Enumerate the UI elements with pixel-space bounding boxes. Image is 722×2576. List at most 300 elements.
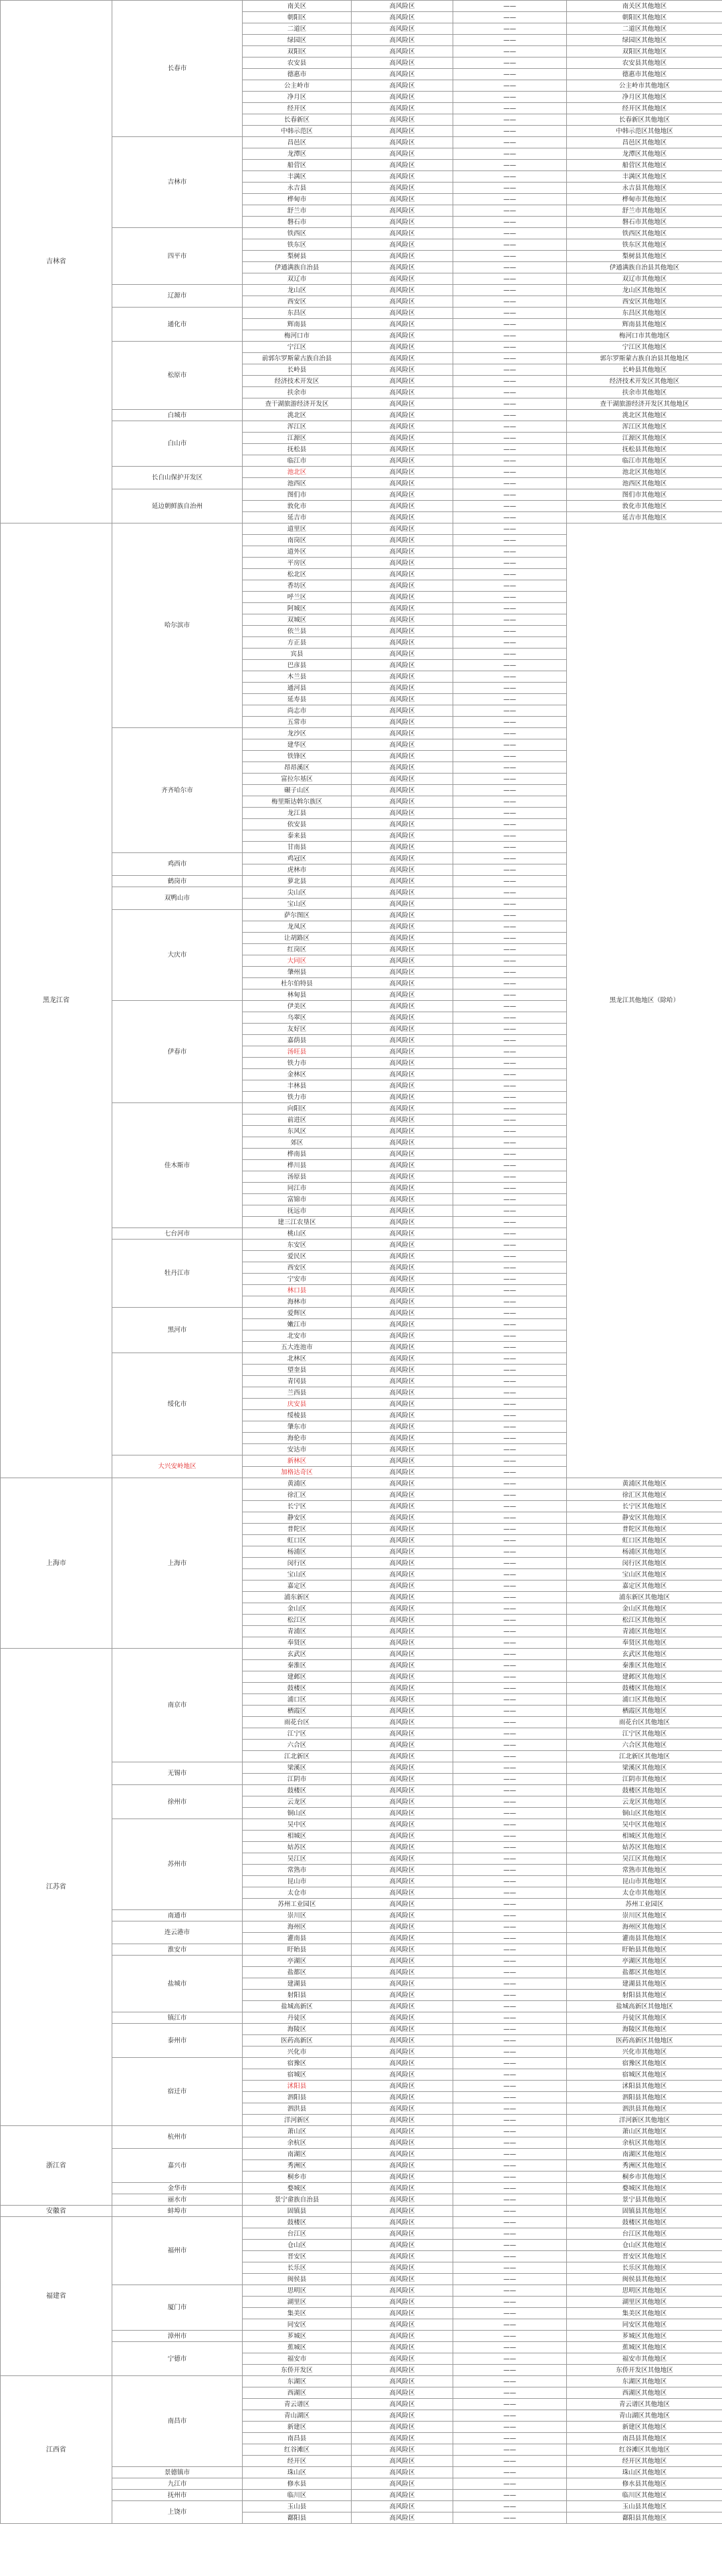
district-cell: 余杭区 [243,2137,352,2149]
risk-level-cell: 高风险区 [352,1967,453,1978]
risk-level-cell: 高风险区 [352,2137,453,2149]
medium-risk-cell: —— [453,1115,567,1126]
medium-risk-cell: —— [453,2012,567,2024]
risk-level-cell: 高风险区 [352,1115,453,1126]
low-risk-area-cell: 铁东区其他地区 [567,239,722,251]
medium-risk-cell: —— [453,1796,567,1808]
district-cell: 庆安县 [243,1399,352,1410]
medium-risk-cell: —— [453,830,567,842]
district-cell: 东湖区 [243,2376,352,2387]
medium-risk-cell: —— [453,1046,567,1058]
low-risk-area-cell: 景宁县其他地区 [567,2194,722,2206]
medium-risk-cell: —— [453,1012,567,1024]
risk-level-cell: 高风险区 [352,2512,453,2524]
district-cell: 建邺区 [243,1671,352,1683]
medium-risk-cell: —— [453,955,567,967]
district-cell: 青冈县 [243,1376,352,1387]
medium-risk-cell: —— [453,1058,567,1069]
risk-level-cell: 高风险区 [352,2308,453,2319]
risk-level-cell: 高风险区 [352,739,453,751]
medium-risk-cell: —— [453,364,567,376]
district-cell: 泗阳县 [243,2092,352,2103]
city-cell: 徐州市 [112,1785,243,1819]
district-cell: 双辽市 [243,273,352,285]
medium-risk-cell: —— [453,1444,567,1455]
medium-risk-cell: —— [453,387,567,398]
city-cell: 辽源市 [112,285,243,308]
medium-risk-cell: —— [453,1660,567,1671]
risk-level-cell: 高风险区 [352,1899,453,1910]
district-cell: 同安区 [243,2319,352,2331]
district-cell: 黄浦区 [243,1478,352,1490]
risk-level-cell: 高风险区 [352,103,453,114]
medium-risk-cell: —— [453,558,567,569]
medium-risk-cell: —— [453,2512,567,2524]
risk-level-cell: 高风险区 [352,2103,453,2115]
district-cell: 林口县 [243,1285,352,1296]
district-cell: 五常市 [243,717,352,728]
medium-risk-cell: —— [453,12,567,23]
low-risk-area-cell: 经济技术开发区其他地区 [567,376,722,387]
risk-level-cell: 高风险区 [352,2069,453,2081]
low-risk-area-cell: 南关区其他地区 [567,1,722,12]
medium-risk-cell: —— [453,2467,567,2478]
medium-risk-cell: —— [453,137,567,148]
medium-risk-cell: —— [453,1001,567,1012]
risk-level-cell: 高风险区 [352,1808,453,1819]
district-cell: 杜尔伯特县 [243,978,352,989]
medium-risk-cell: —— [453,194,567,205]
city-cell: 九江市 [112,2478,243,2490]
district-cell: 鼓楼区 [243,2217,352,2228]
district-cell: 通河县 [243,683,352,694]
district-cell: 爱民区 [243,1251,352,1262]
medium-risk-cell: —— [453,1615,567,1626]
district-cell: 桐乡市 [243,2172,352,2183]
low-risk-area-cell: 建湖县其他地区 [567,1978,722,1990]
risk-level-cell: 高风险区 [352,1649,453,1660]
medium-risk-cell: —— [453,1717,567,1728]
risk-level-cell: 高风险区 [352,2297,453,2308]
district-cell: 二道区 [243,23,352,35]
risk-level-cell: 高风险区 [352,1285,453,1296]
low-risk-area-cell: 江阴市其他地区 [567,1774,722,1785]
low-risk-area-cell: 龙山区其他地区 [567,285,722,296]
risk-level-cell: 高风险区 [352,444,453,455]
district-cell: 铁力市 [243,1092,352,1103]
risk-level-cell: 高风险区 [352,12,453,23]
low-risk-area-cell: 宁江区其他地区 [567,342,722,353]
risk-level-cell: 高风险区 [352,558,453,569]
risk-level-cell: 高风险区 [352,808,453,819]
medium-risk-cell: —— [453,1,567,12]
table-row [1,2217,722,2228]
risk-level-cell: 高风险区 [352,1592,453,1603]
district-cell: 松北区 [243,569,352,580]
low-risk-area-cell: 查干湖旅游经济开发区其他地区 [567,398,722,410]
risk-level-cell: 高风险区 [352,1274,453,1285]
low-risk-area-cell: 江北新区其他地区 [567,1751,722,1762]
low-risk-area-cell: 德惠市其他地区 [567,69,722,80]
district-cell: 安达市 [243,1444,352,1455]
medium-risk-cell: —— [453,2103,567,2115]
risk-level-cell: 高风险区 [352,467,453,478]
district-cell: 盱眙县 [243,1944,352,1956]
city-cell: 伊春市 [112,1001,243,1103]
district-cell: 尖山区 [243,887,352,899]
district-cell: 丰林县 [243,1080,352,1092]
risk-level-cell: 高风险区 [352,887,453,899]
risk-level-cell: 高风险区 [352,1399,453,1410]
medium-risk-cell: —— [453,319,567,330]
low-risk-area-cell: 芗城区其他地区 [567,2331,722,2342]
risk-level-cell: 高风险区 [352,2422,453,2433]
risk-level-cell: 高风险区 [352,2228,453,2240]
medium-risk-cell: —— [453,1694,567,1706]
low-risk-area-cell: 泗阳县其他地区 [567,2092,722,2103]
medium-risk-cell: —— [453,751,567,762]
risk-level-cell: 高风险区 [352,523,453,535]
district-cell: 长岭县 [243,364,352,376]
medium-risk-cell: —— [453,1967,567,1978]
medium-risk-cell: —— [453,921,567,933]
risk-level-cell: 高风险区 [352,2012,453,2024]
risk-level-cell: 高风险区 [352,1546,453,1558]
low-risk-area-cell: 长岭县其他地区 [567,364,722,376]
district-cell: 净月区 [243,92,352,103]
medium-risk-cell: —— [453,1785,567,1796]
medium-risk-cell: —— [453,2501,567,2512]
risk-level-cell: 高风险区 [352,489,453,501]
risk-level-cell: 高风险区 [352,194,453,205]
medium-risk-cell: —— [453,217,567,228]
risk-level-cell: 高风险区 [352,2353,453,2365]
risk-level-cell: 高风险区 [352,842,453,853]
district-cell: 梨树县 [243,251,352,262]
medium-risk-cell: —— [453,1853,567,1865]
risk-level-cell: 高风险区 [352,2387,453,2399]
risk-level-cell: 高风险区 [352,1944,453,1956]
medium-risk-cell: —— [453,2251,567,2262]
medium-risk-cell: —— [453,512,567,523]
district-cell: 江阴市 [243,1774,352,1785]
risk-level-cell: 高风险区 [352,1683,453,1694]
medium-risk-cell: —— [453,1353,567,1365]
district-cell: 香坊区 [243,580,352,592]
risk-level-cell: 高风险区 [352,546,453,558]
city-cell: 景德镇市 [112,2467,243,2478]
district-cell: 望奎县 [243,1365,352,1376]
risk-level-cell: 高风险区 [352,2365,453,2376]
medium-risk-cell: —— [453,1524,567,1535]
district-cell: 抚远市 [243,1205,352,1217]
risk-level-cell: 高风险区 [352,35,453,46]
city-cell: 吉林市 [112,137,243,228]
low-risk-area-cell: 集美区其他地区 [567,2308,722,2319]
district-cell: 德惠市 [243,69,352,80]
medium-risk-cell: —— [453,626,567,637]
risk-level-cell: 高风险区 [352,1865,453,1876]
risk-level-cell: 高风险区 [352,1296,453,1308]
city-cell: 南通市 [112,1910,243,1921]
district-cell: 苏州工业园区 [243,1899,352,1910]
risk-level-cell: 高风险区 [352,2285,453,2297]
risk-level-cell: 高风险区 [352,1512,453,1524]
risk-level-cell: 高风险区 [352,2467,453,2478]
risk-level-cell: 高风险区 [352,1080,453,1092]
city-cell: 上海市 [112,1478,243,1649]
risk-level-cell: 高风险区 [352,1444,453,1455]
district-cell: 虹口区 [243,1535,352,1546]
risk-level-cell: 高风险区 [352,1387,453,1399]
low-risk-area-cell: 吴中区其他地区 [567,1819,722,1831]
district-cell: 伊美区 [243,1001,352,1012]
district-cell: 景宁畲族自治县 [243,2194,352,2206]
medium-risk-cell: —— [453,308,567,319]
low-risk-area-cell: 盱眙县其他地区 [567,1944,722,1956]
district-cell: 珠山区 [243,2467,352,2478]
district-cell: 池西区 [243,478,352,489]
district-cell: 绥棱县 [243,1410,352,1421]
district-cell: 新建区 [243,2422,352,2433]
medium-risk-cell: —— [453,1512,567,1524]
risk-level-cell: 高风险区 [352,1046,453,1058]
district-cell: 舒兰市 [243,205,352,217]
district-cell: 公主岭市 [243,80,352,92]
low-risk-area-cell: 珠山区其他地区 [567,2467,722,2478]
district-cell: 中韩示范区 [243,126,352,137]
medium-risk-cell: —— [453,80,567,92]
risk-level-cell: 高风险区 [352,2444,453,2456]
risk-level-cell: 高风险区 [352,2046,453,2058]
medium-risk-cell: —— [453,1490,567,1501]
district-cell: 海陵区 [243,2024,352,2035]
low-risk-area-cell: 经开区其他地区 [567,2456,722,2467]
district-cell: 虎林市 [243,864,352,876]
risk-level-cell: 高风险区 [352,1069,453,1080]
district-cell: 宿城区 [243,2069,352,2081]
risk-level-cell: 高风险区 [352,2342,453,2353]
district-cell: 常熟市 [243,1865,352,1876]
medium-risk-cell: —— [453,2285,567,2297]
district-cell: 长春新区 [243,114,352,126]
low-risk-area-cell: 宝山区其他地区 [567,1569,722,1580]
medium-risk-cell: —— [453,1228,567,1240]
city-cell: 抚州市 [112,2490,243,2501]
table-row [1,1,722,12]
medium-risk-cell: —— [453,671,567,683]
risk-level-cell: 高风险区 [352,853,453,864]
medium-risk-cell: —— [453,2490,567,2501]
city-cell: 丽水市 [112,2194,243,2206]
medium-risk-cell: —— [453,1762,567,1774]
medium-risk-cell: —— [453,614,567,626]
district-cell: 大同区 [243,955,352,967]
medium-risk-cell: —— [453,728,567,739]
city-cell: 齐齐哈尔市 [112,728,243,853]
risk-level-cell: 高风险区 [352,1524,453,1535]
medium-risk-cell: —— [453,1194,567,1205]
district-cell: 友好区 [243,1024,352,1035]
risk-level-cell: 高风险区 [352,1433,453,1444]
medium-risk-cell: —— [453,580,567,592]
risk-level-cell: 高风险区 [352,80,453,92]
medium-risk-cell: —— [453,1546,567,1558]
medium-risk-cell: —— [453,785,567,796]
district-cell: 北安市 [243,1330,352,1342]
district-cell: 鼓楼区 [243,1683,352,1694]
district-cell: 芗城区 [243,2331,352,2342]
district-cell: 方正县 [243,637,352,649]
low-risk-area-cell: 盐城高新区其他地区 [567,2001,722,2012]
low-risk-area-cell: 沭阳县其他地区 [567,2081,722,2092]
district-cell: 鸡冠区 [243,853,352,864]
low-risk-area-cell: 浦东新区其他地区 [567,1592,722,1603]
district-cell: 红谷滩区 [243,2444,352,2456]
low-risk-area-cell: 苏州工业园区 [567,1899,722,1910]
risk-level-cell: 高风险区 [352,410,453,421]
medium-risk-cell: —— [453,228,567,239]
medium-risk-cell: —— [453,57,567,69]
medium-risk-cell: —— [453,1024,567,1035]
risk-level-cell: 高风险区 [352,171,453,183]
district-cell: 磐石市 [243,217,352,228]
medium-risk-cell: —— [453,1899,567,1910]
medium-risk-cell: —— [453,1251,567,1262]
district-cell: 固镇县 [243,2206,352,2217]
medium-risk-cell: —— [453,1433,567,1444]
risk-level-cell: 高风险区 [352,239,453,251]
medium-risk-cell: —— [453,2422,567,2433]
risk-level-cell: 高风险区 [352,864,453,876]
risk-level-cell: 高风险区 [352,1535,453,1546]
table-row [1,2376,722,2387]
medium-risk-cell: —— [453,2376,567,2387]
risk-level-cell: 高风险区 [352,717,453,728]
risk-level-cell: 高风险区 [352,1251,453,1262]
district-cell: 静安区 [243,1512,352,1524]
medium-risk-cell: —— [453,876,567,887]
risk-level-cell: 高风险区 [352,319,453,330]
medium-risk-cell: —— [453,285,567,296]
risk-level-cell: 高风险区 [352,398,453,410]
district-cell: 敦化市 [243,501,352,512]
medium-risk-cell: —— [453,1217,567,1228]
risk-level-cell: 高风险区 [352,637,453,649]
district-cell: 红岗区 [243,944,352,955]
medium-risk-cell: —— [453,46,567,57]
district-cell: 前郭尔罗斯蒙古族自治县 [243,353,352,364]
district-cell: 抚松县 [243,444,352,455]
risk-level-cell: 高风险区 [352,774,453,785]
medium-risk-cell: —— [453,967,567,978]
low-risk-area-cell: 秦淮区其他地区 [567,1660,722,1671]
low-risk-area-cell: 相城区其他地区 [567,1831,722,1842]
district-cell: 福安市 [243,2353,352,2365]
risk-level-cell: 高风险区 [352,1217,453,1228]
medium-risk-cell: —— [453,160,567,171]
medium-risk-cell: —— [453,1126,567,1137]
district-cell: 五大连池市 [243,1342,352,1353]
medium-risk-cell: —— [453,1365,567,1376]
medium-risk-cell: —— [453,1910,567,1921]
city-cell: 四平市 [112,228,243,285]
risk-level-cell: 高风险区 [352,296,453,308]
district-cell: 宁江区 [243,342,352,353]
risk-level-cell: 高风险区 [352,614,453,626]
risk-level-cell: 高风险区 [352,421,453,433]
district-cell: 加格达奇区 [243,1467,352,1478]
low-risk-area-cell: 东湖区其他地区 [567,2376,722,2387]
risk-level-cell: 高风险区 [352,705,453,717]
province-cell: 安徽省 [1,2206,112,2217]
medium-risk-cell: —— [453,1171,567,1183]
risk-level-cell: 高风险区 [352,1308,453,1319]
district-cell: 青云谱区 [243,2399,352,2410]
medium-risk-cell: —— [453,2160,567,2172]
risk-level-cell: 高风险区 [352,728,453,739]
low-risk-area-cell: 梁溪区其他地区 [567,1762,722,1774]
low-risk-area-cell: 修水县其他地区 [567,2478,722,2490]
district-cell: 丰满区 [243,171,352,183]
district-cell: 杨浦区 [243,1546,352,1558]
district-cell: 青山湖区 [243,2410,352,2422]
risk-level-cell: 高风险区 [352,1558,453,1569]
risk-level-cell: 高风险区 [352,830,453,842]
district-cell: 铁东区 [243,239,352,251]
low-risk-area-cell: 虹口区其他地区 [567,1535,722,1546]
risk-level-cell: 高风险区 [352,1092,453,1103]
province-cell: 江苏省 [1,1649,112,2126]
district-cell: 秀洲区 [243,2160,352,2172]
district-cell: 闵行区 [243,1558,352,1569]
low-risk-area-cell: 经开区其他地区 [567,103,722,114]
district-cell: 绿园区 [243,35,352,46]
city-cell: 杭州市 [112,2126,243,2149]
medium-risk-cell: —— [453,1706,567,1717]
medium-risk-cell: —— [453,273,567,285]
district-cell: 铁锋区 [243,751,352,762]
risk-level-cell: 高风险区 [352,933,453,944]
city-cell: 宿迁市 [112,2058,243,2126]
district-cell: 姑苏区 [243,1842,352,1853]
risk-level-cell: 高风险区 [352,160,453,171]
district-cell: 亭湖区 [243,1956,352,1967]
medium-risk-cell: —— [453,1069,567,1080]
risk-level-cell: 高风险区 [352,1728,453,1740]
risk-level-cell: 高风险区 [352,308,453,319]
low-risk-area-cell: 昌邑区其他地区 [567,137,722,148]
district-cell: 汤原县 [243,1171,352,1183]
medium-risk-cell: —— [453,2274,567,2285]
district-cell: 宁安市 [243,1274,352,1285]
risk-level-cell: 高风险区 [352,1035,453,1046]
low-risk-area-cell: 农安县其他地区 [567,57,722,69]
medium-risk-cell: —— [453,694,567,705]
risk-level-cell: 高风险区 [352,649,453,660]
risk-level-cell: 高风险区 [352,1842,453,1853]
district-cell: 泰来县 [243,830,352,842]
medium-risk-cell: —— [453,705,567,717]
risk-level-cell: 高风险区 [352,2058,453,2069]
medium-risk-cell: —— [453,2228,567,2240]
risk-level-cell: 高风险区 [352,433,453,444]
low-risk-area-cell: 青山湖区其他地区 [567,2410,722,2422]
district-cell: 巴彦县 [243,660,352,671]
low-risk-area-cell: 思明区其他地区 [567,2285,722,2297]
risk-level-cell: 高风险区 [352,114,453,126]
risk-level-cell: 高风险区 [352,262,453,273]
